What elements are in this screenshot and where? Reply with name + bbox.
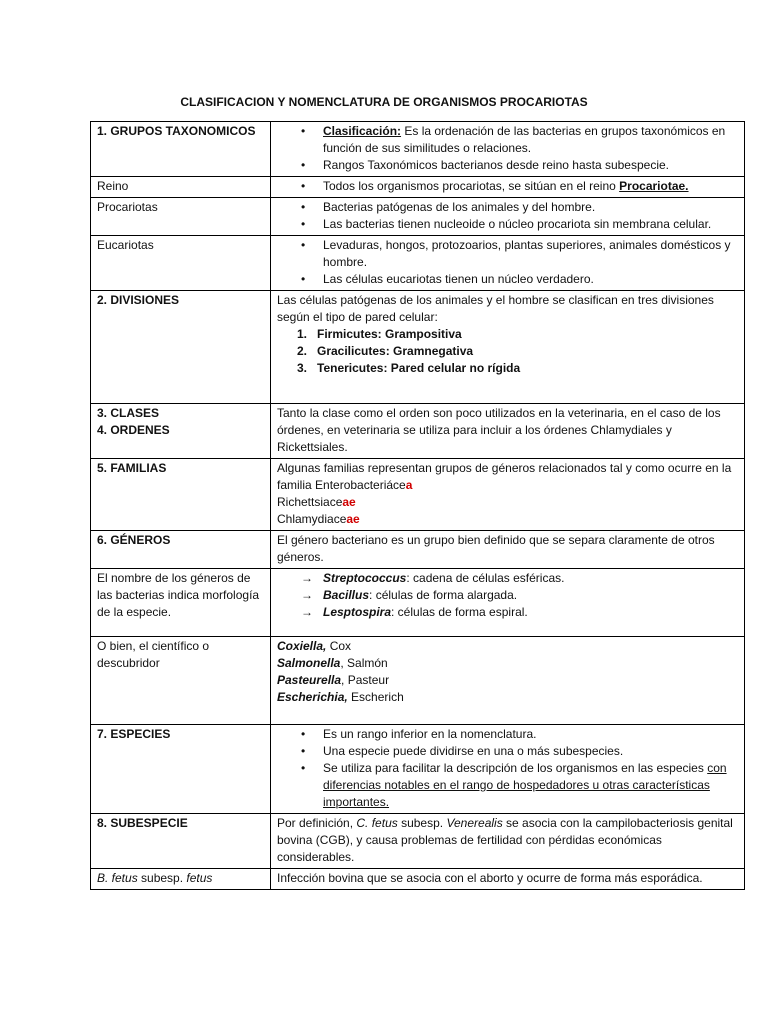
row-content: Coxiella, Cox Salmonella, Salmón Pasteurella, Pasteur Escherichia, Escherich: [271, 637, 745, 725]
bullet-item: • Es un rango inferior en la nomenclatura.: [323, 726, 738, 743]
table-row: [91, 177, 745, 198]
table-row: [91, 404, 745, 459]
table-row: [91, 637, 745, 725]
row-content: [271, 236, 745, 291]
arrow-icon: →: [301, 605, 313, 619]
arrow-icon: →: [301, 571, 313, 585]
arrow-item: → Streptococcus: cadena de células esféricas.: [301, 571, 565, 585]
bullet-item: • Rangos Taxonómicos bacterianos desde reino hasta subespecie.: [323, 157, 738, 174]
arrow-item: → Lesptospira: células de forma espiral.: [301, 605, 528, 619]
bullet-item: • Se utiliza para facilitar la descripción de los organismos en las especies con diferencias notables en el rango de hospedadores u otras características importantes.: [323, 760, 738, 811]
row-label: 7. ESPECIES: [91, 725, 271, 814]
bullet-item: • Levaduras, hongos, protozoarios, plantas superiores, animales domésticos y hombre.: [323, 237, 738, 271]
arrow-icon: →: [301, 588, 313, 602]
row-label: 8. SUBESPECIE: [91, 814, 271, 869]
row-label: Reino: [91, 177, 271, 198]
bullet-item: • Las células eucariotas tienen un núcleo verdadero.: [323, 271, 738, 288]
arrow-item: → Bacillus: células de forma alargada.: [301, 588, 518, 602]
table-row: [91, 531, 745, 569]
row-label: O bien, el científico o descubridor: [91, 637, 271, 725]
row-label: 3. CLASES 4. ORDENES: [91, 404, 271, 459]
table-row: [91, 198, 745, 236]
document-title: CLASIFICACION Y NOMENCLATURA DE ORGANISMOS PROCARIOTAS: [180, 95, 588, 109]
numbered-item: 1. Firmicutes: Grampositiva: [297, 327, 462, 341]
numbered-item: 2. Gracilicutes: Gramnegativa: [297, 344, 474, 358]
table-row: [91, 459, 745, 531]
bullet-item: • Bacterias patógenas de los animales y del hombre.: [323, 199, 738, 216]
row-label: 2. DIVISIONES: [91, 291, 271, 404]
bullet-item: • Las bacterias tienen nucleoide o núcleo procariota sin membrana celular.: [323, 216, 738, 233]
row-label: B. fetus subesp. fetus: [91, 869, 271, 890]
numbered-item: 3. Tenericutes: Pared celular no rígida: [297, 361, 521, 375]
row-content: [271, 177, 745, 198]
row-content: Infección bovina que se asocia con el aborto y ocurre de forma más esporádica.: [271, 869, 745, 890]
row-label: El nombre de los géneros de las bacterias indica morfología de la especie.: [91, 569, 271, 637]
row-content: El género bacteriano es un grupo bien definido que se separa claramente de otros géneros.: [271, 531, 745, 569]
row-label: Procariotas: [91, 198, 271, 236]
table-row: [91, 236, 745, 291]
row-content: Por definición, C. fetus subesp. Venerealis se asocia con la campilobacteriosis genital bovina (CGB), y causa problemas de fertilidad con pérdidas económicas considerables.: [271, 814, 745, 869]
row-content: Algunas familias representan grupos de géneros relacionados tal y como ocurre en la familia Enterobacteriácea Richettsiaceae Chlamydiaceae: [271, 459, 745, 531]
bullet-item: • Clasificación: Es la ordenación de las bacterias en grupos taxonómicos en función de sus similitudes o relaciones.: [323, 123, 738, 157]
row-content: [271, 725, 745, 814]
bullet-item: • Todos los organismos procariotas, se sitúan en el reino Procariotae.: [323, 178, 738, 195]
row-label: 6. GÉNEROS: [91, 531, 271, 569]
table-row: [91, 122, 745, 177]
row-content: [271, 569, 745, 637]
row-label: 5. FAMILIAS: [91, 459, 271, 531]
row-content: Las células patógenas de los animales y el hombre se clasifican en tres divisiones según el tipo de pared celular: 1. Firmicutes: Grampositiva 2. Gracilicutes: Gramnegativa 3. Tenericutes: Pared celular no rígida: [271, 291, 745, 404]
row-content: [271, 198, 745, 236]
classification-table: [90, 121, 745, 890]
table-row: [91, 569, 745, 637]
table-row: [91, 725, 745, 814]
table-row: [91, 814, 745, 869]
row-content: [271, 122, 745, 177]
row-label: Eucariotas: [91, 236, 271, 291]
table-row: [91, 291, 745, 404]
bullet-item: • Una especie puede dividirse en una o más subespecies.: [323, 743, 738, 760]
row-label: 1. GRUPOS TAXONOMICOS: [91, 122, 271, 177]
table-row: [91, 869, 745, 890]
row-content: Tanto la clase como el orden son poco utilizados en la veterinaria, en el caso de los órdenes, en veterinaria se utiliza para incluir a los órdenes Chlamydiales y Rickettsiales.: [271, 404, 745, 459]
